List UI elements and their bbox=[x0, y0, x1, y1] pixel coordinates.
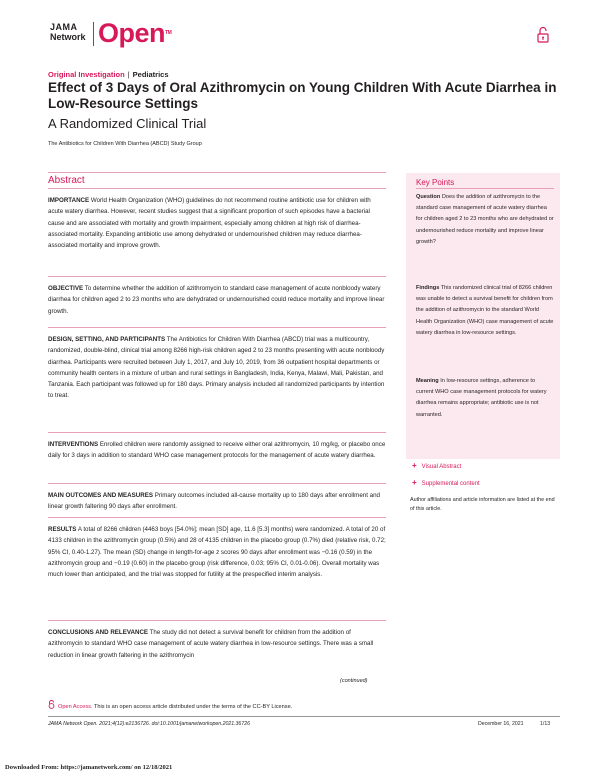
journal-logo: JAMA Network bbox=[50, 22, 86, 42]
section-divider bbox=[48, 620, 386, 621]
abstract-conclusions: CONCLUSIONS AND RELEVANCE The study did not detect a survival benefit for children from the addition of azithromycin to standard WHO case management of acute watery diarrhea in low-resource settings. There was a small reduction in linear growth faltering in the azithromycin bbox=[48, 629, 374, 659]
citation: JAMA Network Open. 2021;4(12):e2136726. doi:10.1001/jamanetworkopen.2021.36726 bbox=[48, 721, 250, 727]
section-divider bbox=[48, 276, 386, 277]
affiliations-note: Author affiliations and article information are listed at the end of this article. bbox=[410, 497, 555, 512]
open-access-icon bbox=[48, 700, 55, 709]
page-number: 1/13 bbox=[540, 721, 551, 727]
abstract-outcomes: MAIN OUTCOMES AND MEASURES Primary outcomes included all-cause mortality up to 180 days after enrollment and linear growth faltering 90 days after enrollment. bbox=[48, 492, 380, 511]
page-footer bbox=[48, 721, 560, 727]
footer-rule bbox=[48, 716, 560, 717]
key-point-findings: Findings This randomized clinical trial of 8266 children was unable to detect a survival benefit for children from the addition of azithromycin to the standard World Health Organization (WHO) case management of acute watery diarrhea in low-resource settings. bbox=[416, 285, 554, 336]
continued-note: (continued) bbox=[340, 678, 368, 684]
section-divider bbox=[48, 432, 386, 433]
abstract-design: DESIGN, SETTING, AND PARTICIPANTS The Antibiotics for Children With Diarrhea (ABCD) trial was a multicountry, randomized, double-blind, clinical trial among 8266 high-risk children aged 2 to 23 months presenting with acute nonbloody diarrhea. Participants were recruited between July 1, 2017, and July 10, 2019, from 36 outpatient hospital departments or community health centers in a mixture of urban and rural settings in Bangladesh, India, Kenya, Malawi, Mali, Pakistan, and Tanzania. Each participant was followed up for 180 days. Primary analysis included all randomized participants by intention to treat. bbox=[48, 336, 385, 400]
open-access-link[interactable]: Open Access. bbox=[58, 704, 93, 710]
visual-abstract-link[interactable]: + Visual Abstract bbox=[412, 461, 462, 470]
key-point-meaning: Meaning In low-resource settings, adherence to current WHO case management protocols for watery diarrhea remains appropriate; antibiotic use is not warranted. bbox=[416, 378, 547, 418]
author-group: The Antibiotics for Children With Diarrhea (ABCD) Study Group bbox=[48, 141, 202, 147]
section-divider bbox=[48, 327, 386, 328]
abstract-interventions: INTERVENTIONS Enrolled children were randomly assigned to receive either oral azithromycin, 10 mg/kg, or placebo once daily for 3 days in addition to standard WHO case management protocols for the management of acute watery diarrhea. bbox=[48, 441, 386, 460]
abstract-objective: OBJECTIVE To determine whether the addition of azithromycin to standard case management of acute nonbloody watery diarrhea for children aged 2 to 23 months who are dehydrated or undernourished could reduce mortality and improve linear growth. bbox=[48, 285, 385, 315]
supplemental-content-link[interactable]: + Supplemental content bbox=[412, 478, 480, 487]
article-type-link[interactable]: Original Investigation bbox=[48, 70, 125, 79]
trademark: TM bbox=[165, 30, 172, 36]
logo-divider bbox=[93, 22, 94, 46]
section-divider bbox=[48, 483, 386, 484]
open-lock-icon bbox=[537, 26, 549, 48]
topic-link[interactable]: Pediatrics bbox=[132, 70, 169, 79]
open-access-notice: Open Access. This is an open access article distributed under the terms of the CC-BY License. bbox=[48, 700, 292, 710]
plus-icon: + bbox=[412, 478, 417, 487]
article-subtitle: A Randomized Clinical Trial bbox=[48, 116, 207, 131]
publication-date: December 16, 2021 bbox=[478, 721, 524, 727]
key-points-heading: Key Points bbox=[416, 178, 455, 187]
abstract-importance: IMPORTANCE World Health Organization (WHO) guidelines do not recommend routine antibiotic use for children with acute watery diarrhea. However, recent studies suggest that a significant proportion of such episodes have a bacterial cause and are associated with mortality and growth impairment, especially among children at high risk of diarrhea-associated mortality. Expanding antibiotic use among dehydrated or undernourished children may reduce diarrhea-associated mortality and improve growth. bbox=[48, 197, 371, 250]
abstract-heading: Abstract bbox=[48, 175, 85, 186]
logo-open: Open™ bbox=[98, 18, 172, 48]
abstract-rule bbox=[48, 172, 386, 173]
abstract-heading-rule bbox=[48, 188, 386, 189]
key-points-rule bbox=[416, 188, 554, 189]
abstract-results: RESULTS A total of 8266 children (4463 boys [54.0%]; mean [SD] age, 11.6 [5.3] months) were randomized. A total of 20 of 4133 children in the azithromycin group (0.5%) and 28 of 4135 children in the placebo group (0.7%) died (relative risk, 0.72; 95% CI, 0.40-1.27). The mean (SD) change in length-for-age z scores 90 days after enrollment was −0.16 (0.59) in the azithromycin group and −0.19 (0.60) in the placebo group (risk difference, 0.03; 95% CI, 0.01-0.06). Overall mortality was much lower than anticipated, and the trial was stopped for futility at the prespecified interim analysis. bbox=[48, 526, 386, 579]
section-divider bbox=[48, 517, 386, 518]
article-title: Effect of 3 Days of Oral Azithromycin on Young Children With Acute Diarrhea in Low-Resource Settings bbox=[48, 80, 557, 111]
key-point-question: Question Does the addition of azithromycin to the standard case management of acute watery diarrhea for children aged 2 to 23 months who are dehydrated or undernourished reduce mortality and improve linear growth? bbox=[416, 194, 554, 245]
download-stamp: Downloaded From: https://jamanetwork.com/ on 12/18/2021 bbox=[5, 764, 173, 771]
plus-icon: + bbox=[412, 461, 417, 470]
article-topic: Original Investigation | Pediatrics bbox=[48, 70, 169, 79]
